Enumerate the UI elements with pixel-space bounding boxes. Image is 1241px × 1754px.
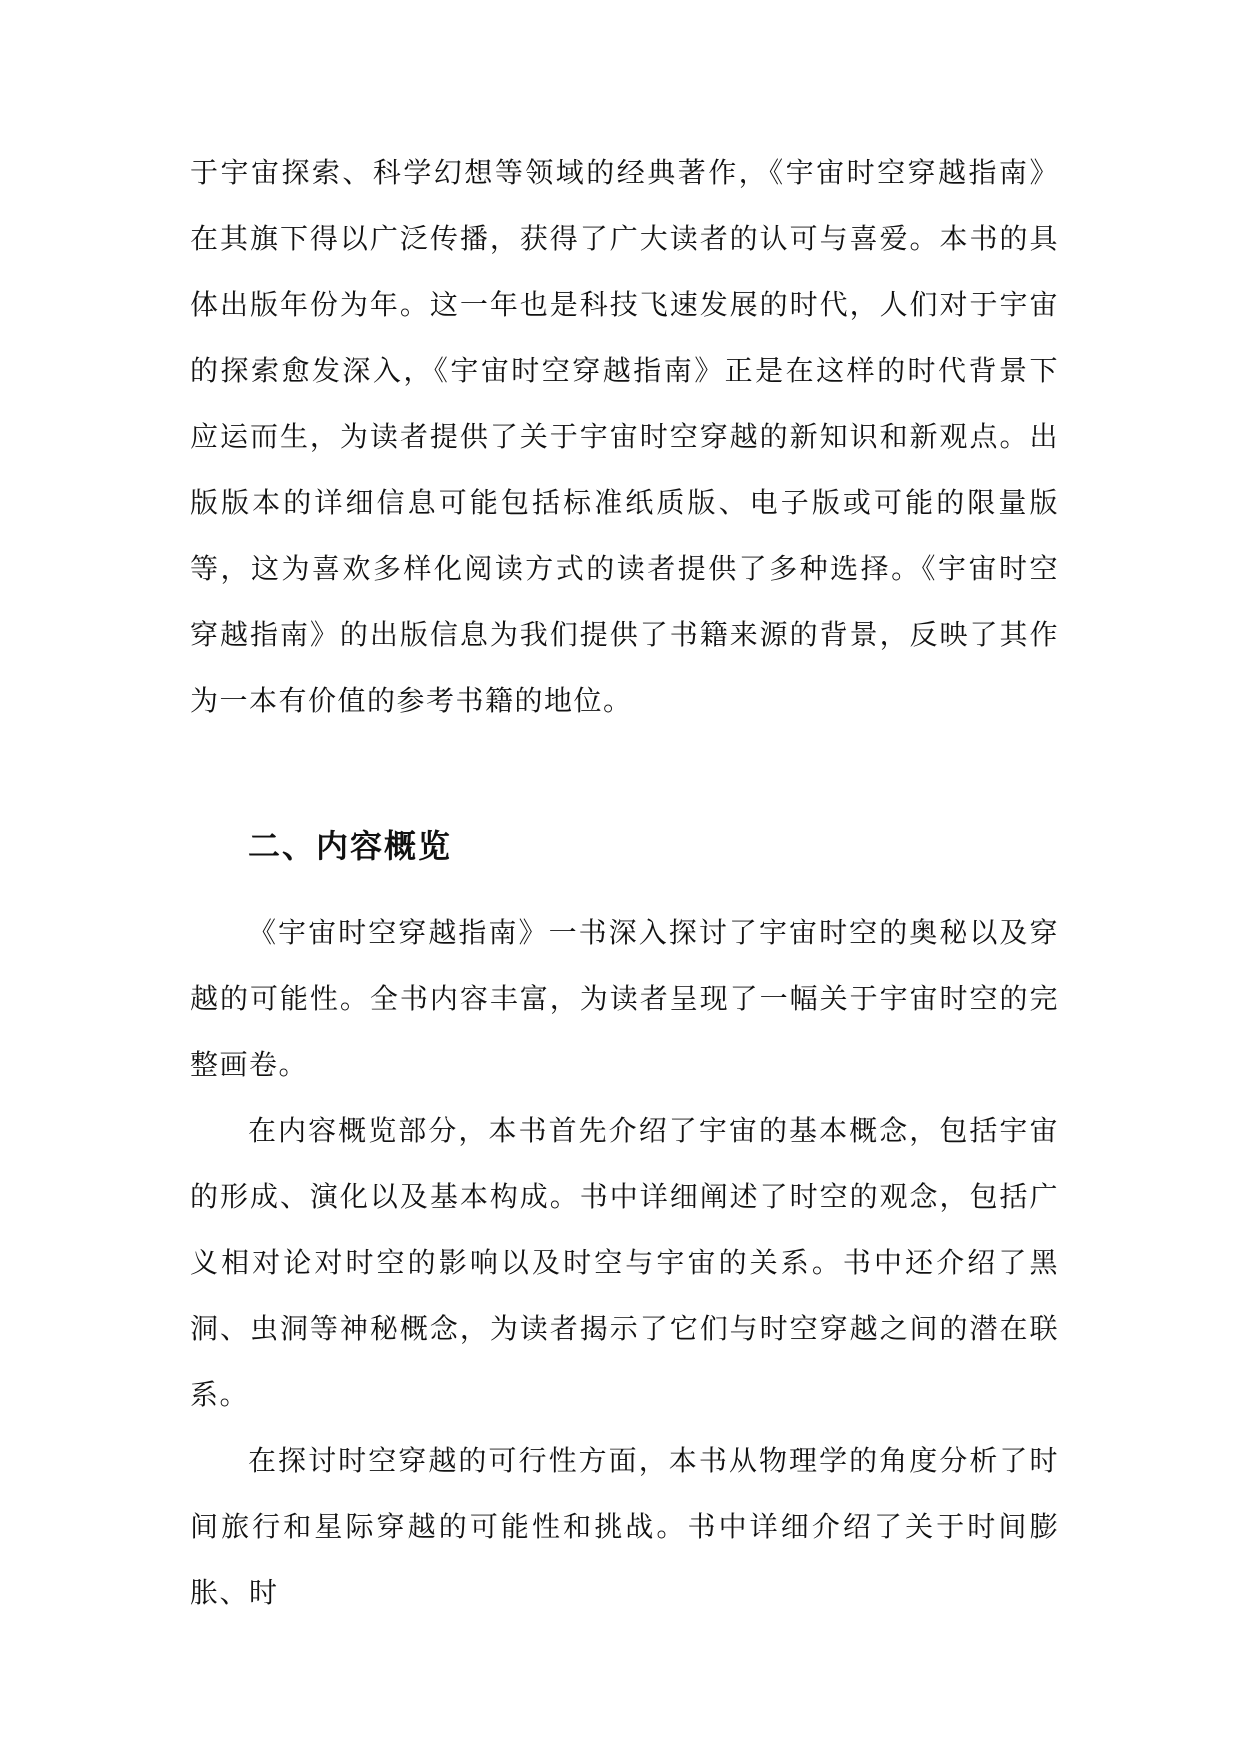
paragraph-overview-intro: 《宇宙时空穿越指南》一书深入探讨了宇宙时空的奥秘以及穿越的可能性。全书内容丰富，为读者呈现了一幅关于宇宙时空的完整画卷。 <box>190 916 1059 1081</box>
section-heading: 二、内容概览 <box>248 827 453 865</box>
paragraph-publication-info: 于宇宙探索、科学幻想等领域的经典著作，《宇宙时空穿越指南》在其旗下得以广泛传播，获得了广大读者的认可与喜爱。本书的具体出版年份为年。这一年也是科技飞速发展的时代，人们对于宇宙的探索愈发深入，《宇宙时空穿越指南》正是在这样的时代背景下应运而生，为读者提供了关于宇宙时空穿越的新知识和新观点。出版版本的详细信息可能包括标准纸质版、电子版或可能的限量版等，这为喜欢多样化阅读方式的读者提供了多种选择。《宇宙时空穿越指南》的出版信息为我们提供了书籍来源的背景，反映了其作为一本有价值的参考书籍的地位。 <box>190 156 1059 717</box>
paragraph-feasibility: 在探讨时空穿越的可行性方面，本书从物理学的角度分析了时间旅行和星际穿越的可能性和挑战。书中详细介绍了关于时间膨胀、时 <box>190 1444 1059 1609</box>
document-body <box>190 140 1059 1626</box>
paragraph-basic-concepts: 在内容概览部分，本书首先介绍了宇宙的基本概念，包括宇宙的形成、演化以及基本构成。书中详细阐述了时空的观念，包括广义相对论对时空的影响以及时空与宇宙的关系。书中还介绍了黑洞、虫洞等神秘概念，为读者揭示了它们与时空穿越之间的潜在联系。 <box>190 1114 1059 1411</box>
